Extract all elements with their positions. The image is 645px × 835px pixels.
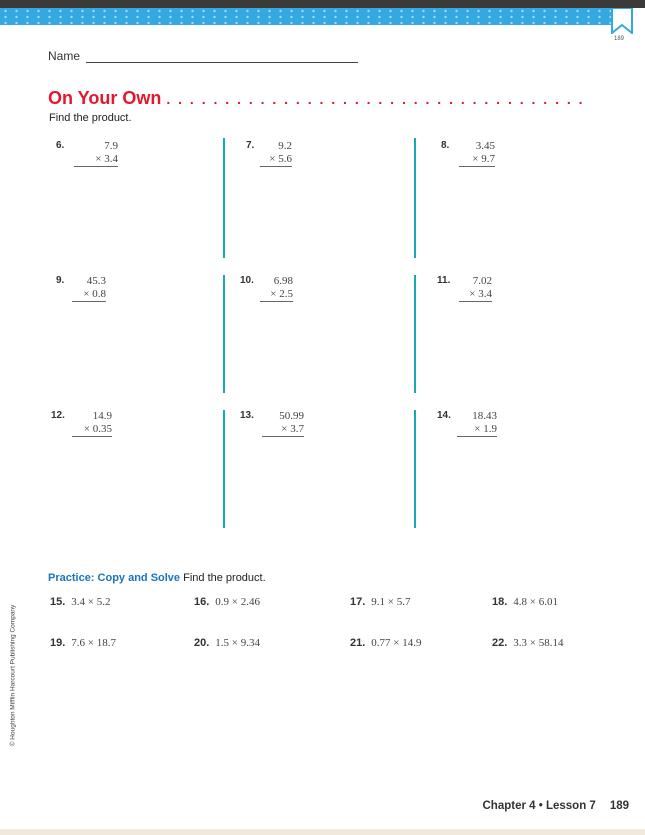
item-expression: 9.1 × 5.7 bbox=[371, 596, 411, 608]
section-title-text: On Your Own bbox=[48, 88, 162, 108]
practice-instruction: Find the product. bbox=[183, 572, 266, 584]
problem-top: 9.2 bbox=[278, 140, 292, 152]
item-number: 18. bbox=[492, 596, 508, 608]
problem-number: 6. bbox=[56, 140, 65, 151]
problem-number: 14. bbox=[437, 410, 451, 421]
problem-top: 3.45 bbox=[475, 140, 495, 152]
item-expression: 0.77 × 14.9 bbox=[371, 637, 422, 649]
problem-bottom: × 0.35 bbox=[72, 423, 112, 437]
problem-top: 14.9 bbox=[92, 410, 112, 422]
name-label: Name bbox=[48, 49, 81, 63]
problem-bottom: × 0.8 bbox=[72, 288, 106, 302]
page-footer bbox=[483, 800, 630, 812]
problem-number: 7. bbox=[246, 140, 255, 151]
problem-top: 6.98 bbox=[273, 275, 293, 287]
column-divider bbox=[414, 410, 416, 528]
problem-top: 7.9 bbox=[104, 140, 118, 152]
column-divider bbox=[414, 138, 416, 258]
header-dot-band bbox=[0, 8, 612, 25]
problem-number: 10. bbox=[240, 275, 254, 286]
problem-top: 7.02 bbox=[472, 275, 492, 287]
problem-number: 13. bbox=[240, 410, 254, 421]
item-number: 21. bbox=[350, 637, 366, 649]
name-line bbox=[86, 62, 358, 63]
item-expression: 0.9 × 2.46 bbox=[215, 596, 261, 608]
practice-item-15 bbox=[50, 596, 111, 608]
column-divider bbox=[223, 410, 225, 528]
item-number: 15. bbox=[50, 596, 66, 608]
item-number: 20. bbox=[194, 637, 210, 649]
column-divider bbox=[414, 275, 416, 393]
column-divider bbox=[223, 275, 225, 393]
item-expression: 3.3 × 58.14 bbox=[513, 637, 564, 649]
item-number: 16. bbox=[194, 596, 210, 608]
problem-bottom: × 3.4 bbox=[74, 153, 118, 167]
practice-item-18 bbox=[492, 596, 558, 608]
practice-item-21 bbox=[350, 637, 422, 649]
page-number-top: 189 bbox=[614, 36, 625, 42]
problem-bottom: × 3.4 bbox=[459, 288, 492, 302]
problem-top: 18.43 bbox=[472, 410, 497, 422]
practice-item-17 bbox=[350, 596, 411, 608]
item-expression: 7.6 × 18.7 bbox=[71, 637, 117, 649]
item-number: 22. bbox=[492, 637, 508, 649]
column-divider bbox=[223, 138, 225, 258]
title-dots: . . . . . . . . . . . . . . . . . . . . . . . . . . . . . . . . . . . . bbox=[166, 91, 585, 107]
problem-bottom: × 5.6 bbox=[260, 153, 292, 167]
problem-top: 50.99 bbox=[279, 410, 304, 422]
section-title bbox=[48, 88, 585, 109]
item-number: 17. bbox=[350, 596, 366, 608]
practice-heading bbox=[48, 572, 266, 584]
item-number: 19. bbox=[50, 637, 66, 649]
problem-number: 11. bbox=[437, 275, 451, 286]
problem-bottom: × 2.5 bbox=[260, 288, 293, 302]
problem-bottom: × 9.7 bbox=[459, 153, 495, 167]
item-expression: 4.8 × 6.01 bbox=[513, 596, 559, 608]
practice-item-22 bbox=[492, 637, 564, 649]
footer-page-number: 189 bbox=[609, 800, 629, 812]
bookmark-icon[interactable] bbox=[611, 8, 633, 34]
practice-item-16 bbox=[194, 596, 260, 608]
problem-number: 12. bbox=[51, 410, 65, 421]
copyright-text: © Houghton Mifflin Harcourt Publishing Company bbox=[9, 604, 17, 747]
problem-bottom: × 3.7 bbox=[262, 423, 304, 437]
practice-item-20 bbox=[194, 637, 260, 649]
bottom-bar bbox=[0, 829, 645, 835]
problem-top: 45.3 bbox=[86, 275, 106, 287]
item-expression: 1.5 × 9.34 bbox=[215, 637, 261, 649]
practice-item-19 bbox=[50, 637, 116, 649]
footer-lesson: Chapter 4 • Lesson 7 bbox=[482, 800, 596, 812]
problem-bottom: × 1.9 bbox=[457, 423, 497, 437]
problem-number: 9. bbox=[56, 275, 65, 286]
practice-title: Practice: Copy and Solve bbox=[48, 572, 181, 584]
item-expression: 3.4 × 5.2 bbox=[71, 596, 111, 608]
problem-number: 8. bbox=[441, 140, 450, 151]
section-instruction: Find the product. bbox=[49, 112, 132, 124]
top-bar bbox=[0, 0, 645, 8]
